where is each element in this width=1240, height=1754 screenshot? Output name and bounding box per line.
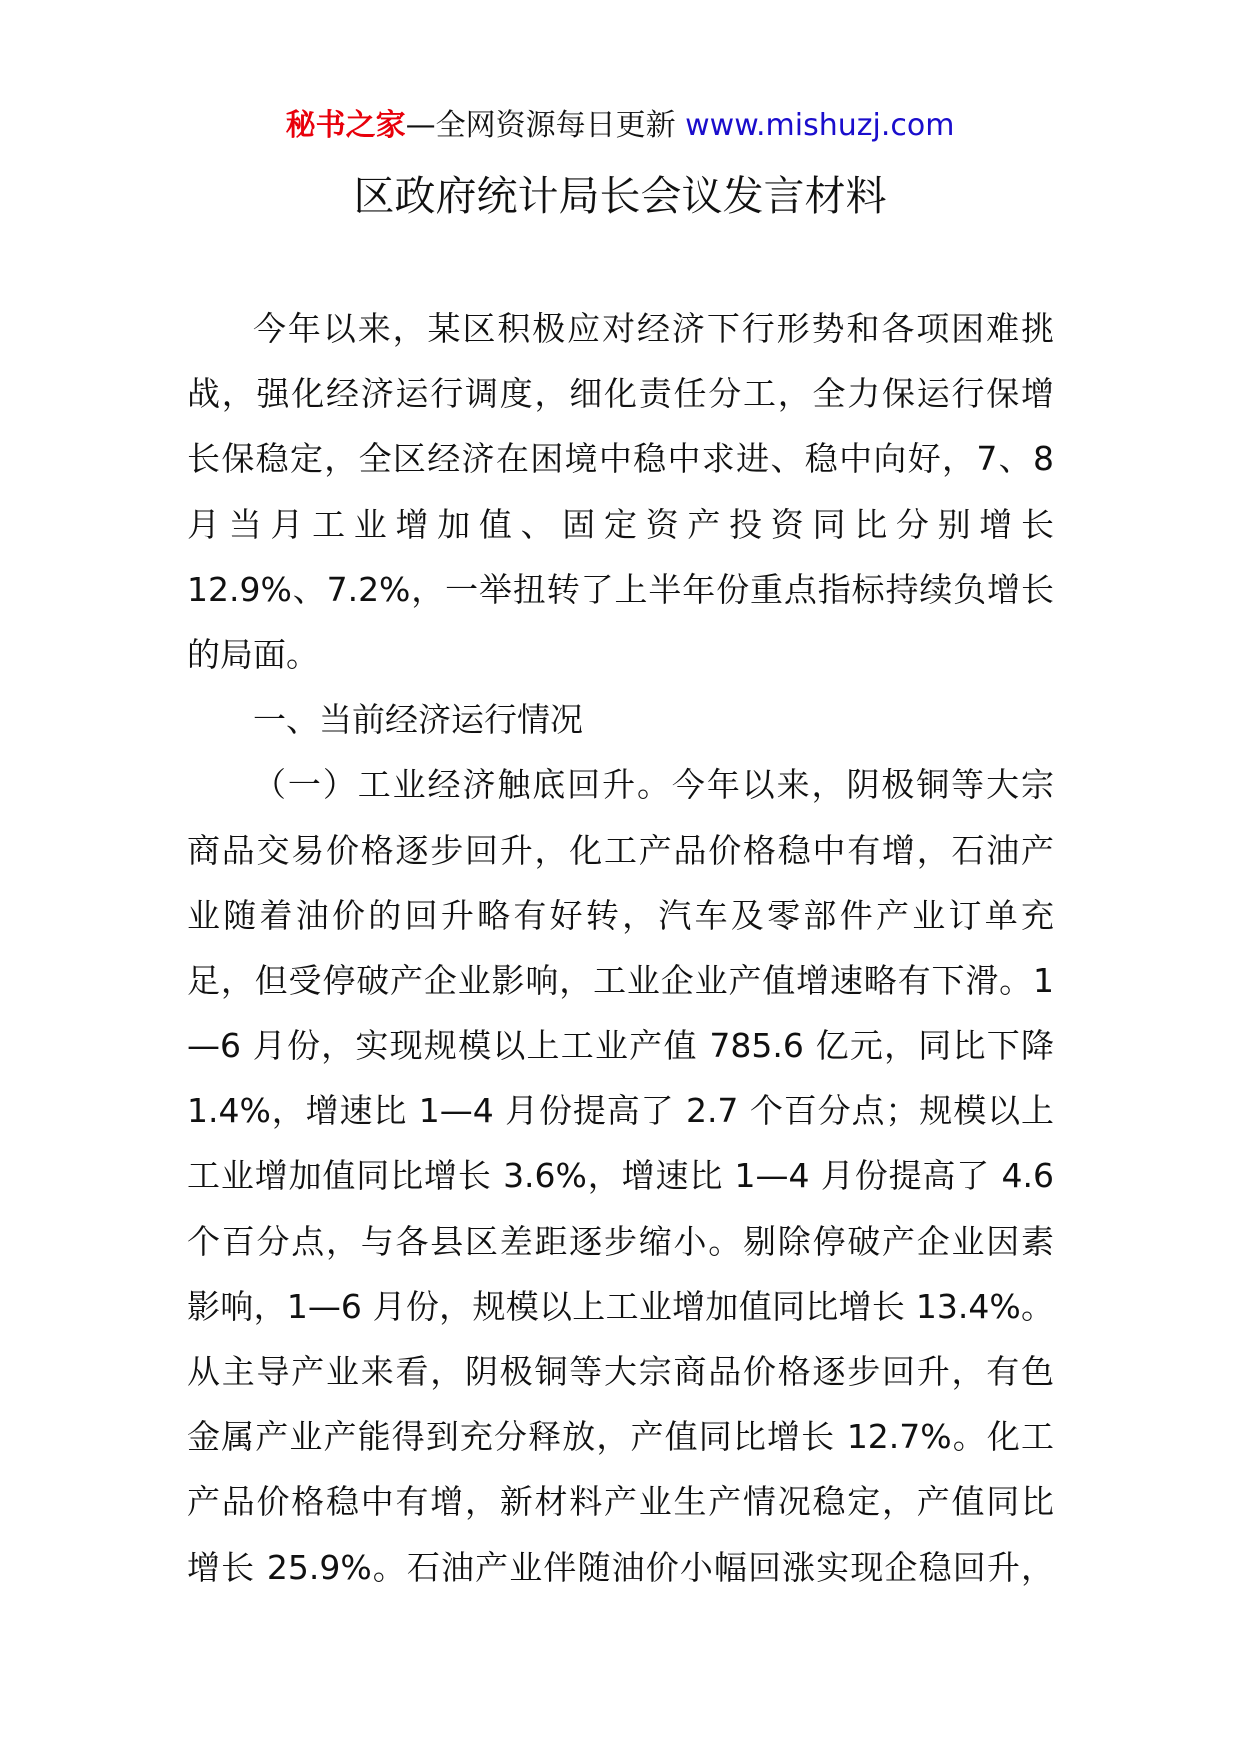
body-line: 商品交易价格逐步回升，化工产品价格稳中有增，石油产 <box>187 830 1054 870</box>
body-line: 12.9%、7.2%，一举扭转了上半年份重点指标持续负增长 <box>187 569 1054 609</box>
body-line: 今年以来，某区积极应对经济下行形势和各项困难挑 <box>253 309 1054 348</box>
body-line: 的局面。 <box>187 634 319 674</box>
body-line: 工业增加值同比增长 3.6%，增速比 1—4 月份提高了 4.6 <box>187 1156 1054 1196</box>
body-line: 一、当前经济运行情况 <box>253 700 583 740</box>
body-line: 增长 25.9%。石油产业伴随油价小幅回涨实现企稳回升， <box>187 1547 1054 1587</box>
body-line: 长保稳定，全区经济在困境中稳中求进、稳中向好，7、8 <box>187 439 1054 479</box>
body-line: 足，但受停破产企业影响，工业企业产值增速略有下滑。1 <box>187 960 1054 1000</box>
brand-name: 秘书之家 <box>285 108 406 143</box>
body-line: 产品价格稳中有增，新材料产业生产情况稳定，产值同比 <box>187 1482 1054 1522</box>
body-line: （一）工业经济触底回升。今年以来，阴极铜等大宗 <box>253 765 1054 805</box>
body-line: 影响，1—6 月份，规模以上工业增加值同比增长 13.4%。 <box>187 1286 1054 1326</box>
body-line: 月当月工业增加值、固定资产投资同比分别增长 <box>187 504 1054 544</box>
body-line: 个百分点，与各县区差距逐步缩小。剔除停破产企业因素 <box>187 1221 1054 1261</box>
body-line: 战，强化经济运行调度，细化责任分工，全力保运行保增 <box>187 374 1054 414</box>
document-body <box>187 296 1054 1600</box>
body-line: —6 月份，实现规模以上工业产值 785.6 亿元，同比下降 <box>187 1026 1054 1066</box>
body-line: 从主导产业来看，阴极铜等大宗商品价格逐步回升，有色 <box>187 1352 1054 1391</box>
body-line: 业随着油价的回升略有好转，汽车及零部件产业订单充 <box>187 895 1054 935</box>
site-header <box>0 104 1240 148</box>
body-line: 金属产业产能得到充分释放，产值同比增长 12.7%。化工 <box>187 1417 1054 1457</box>
site-link[interactable]: www.mishuzj.com <box>685 108 955 143</box>
document-title: 区政府统计局长会议发言材料 <box>353 172 887 220</box>
body-line: 1.4%，增速比 1—4 月份提高了 2.7 个百分点；规模以上 <box>187 1091 1054 1131</box>
header-tagline: —全网资源每日更新 <box>405 108 686 143</box>
